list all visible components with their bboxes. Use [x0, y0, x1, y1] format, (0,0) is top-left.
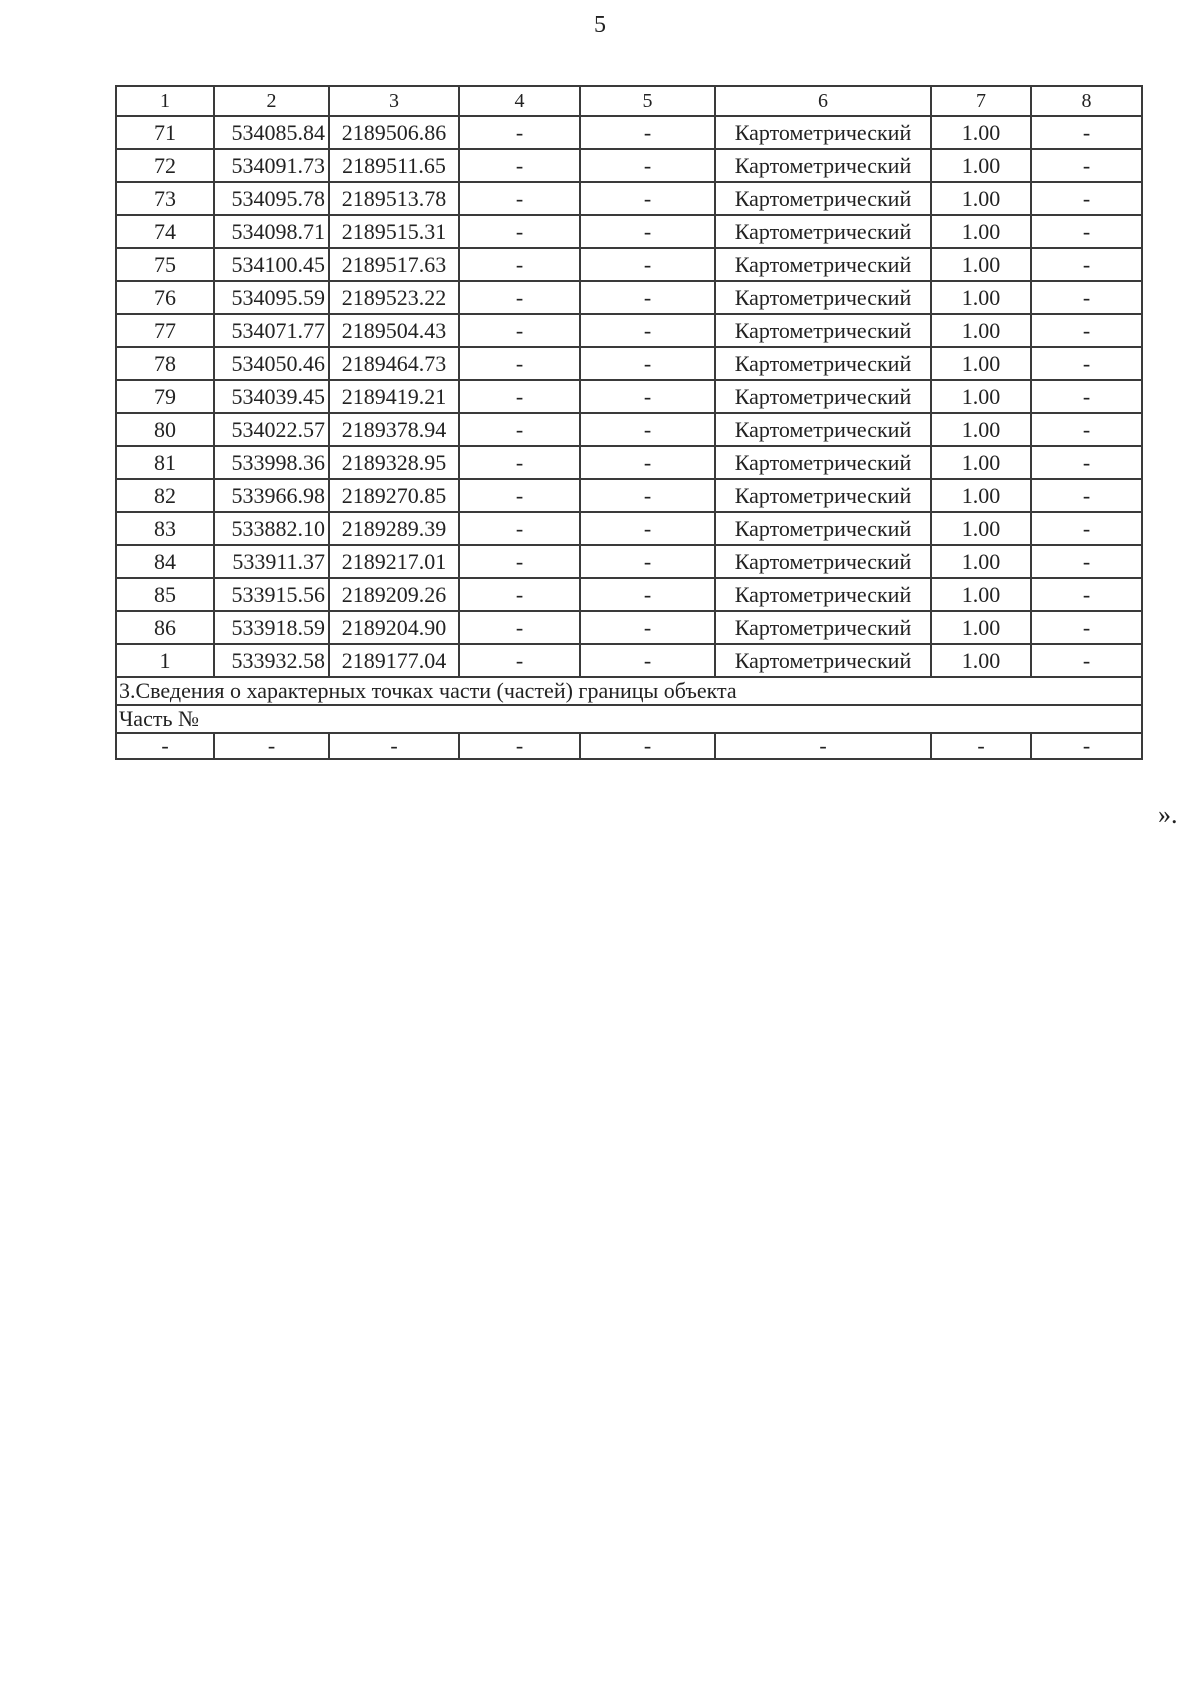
table-cell: - [459, 380, 580, 413]
table-cell: 1.00 [931, 512, 1031, 545]
table-cell: - [459, 479, 580, 512]
table-cell: 1.00 [931, 446, 1031, 479]
table-body [116, 86, 1142, 759]
table-cell: 86 [116, 611, 214, 644]
table-cell: - [580, 733, 715, 759]
table-cell: Картометрический [715, 116, 931, 149]
table-cell: 1.00 [931, 314, 1031, 347]
table-cell: - [580, 545, 715, 578]
table-cell: 1.00 [931, 248, 1031, 281]
table-cell: - [459, 314, 580, 347]
table-cell: - [459, 149, 580, 182]
table-header-row [116, 86, 1142, 116]
table-cell: - [1031, 733, 1142, 759]
table-cell: 2189209.26 [329, 578, 459, 611]
table-cell: 534022.57 [214, 413, 329, 446]
table-cell: 1.00 [931, 215, 1031, 248]
table-cell: 1.00 [931, 578, 1031, 611]
table-row [116, 611, 1142, 644]
table-cell: - [1031, 446, 1142, 479]
table-cell: Картометрический [715, 611, 931, 644]
table-cell: Картометрический [715, 545, 931, 578]
table-cell: 2189506.86 [329, 116, 459, 149]
table-cell: 1.00 [931, 116, 1031, 149]
table-row [116, 149, 1142, 182]
table-cell: 2189217.01 [329, 545, 459, 578]
table-cell: 534100.45 [214, 248, 329, 281]
table-cell: 1.00 [931, 281, 1031, 314]
table-cell: 79 [116, 380, 214, 413]
table-cell: - [459, 347, 580, 380]
table-cell: 533911.37 [214, 545, 329, 578]
table-row [116, 314, 1142, 347]
table-cell: Картометрический [715, 479, 931, 512]
table-cell: 76 [116, 281, 214, 314]
table-cell: Картометрический [715, 644, 931, 677]
table-cell: - [715, 733, 931, 759]
table-cell: - [1031, 578, 1142, 611]
table-cell: - [1031, 149, 1142, 182]
table-cell: - [459, 413, 580, 446]
table-row [116, 116, 1142, 149]
table-cell: - [1031, 413, 1142, 446]
table-cell: Картометрический [715, 281, 931, 314]
table-cell: 1.00 [931, 380, 1031, 413]
table-cell: - [459, 512, 580, 545]
table-row [116, 413, 1142, 446]
table-cell: 85 [116, 578, 214, 611]
table-cell: 2189328.95 [329, 446, 459, 479]
column-header: 6 [715, 86, 931, 116]
table-cell: 1.00 [931, 611, 1031, 644]
table-cell: 534098.71 [214, 215, 329, 248]
table-cell: - [459, 116, 580, 149]
table-cell: - [580, 149, 715, 182]
table-cell: 534039.45 [214, 380, 329, 413]
table-cell: 533915.56 [214, 578, 329, 611]
column-header: 5 [580, 86, 715, 116]
table-cell: 2189523.22 [329, 281, 459, 314]
closing-quote: ». [1158, 800, 1178, 829]
table-cell: Картометрический [715, 578, 931, 611]
table-cell: 534071.77 [214, 314, 329, 347]
table-row [116, 446, 1142, 479]
table-cell: - [1031, 314, 1142, 347]
table-row [116, 380, 1142, 413]
table-cell: Картометрический [715, 512, 931, 545]
table-cell: 83 [116, 512, 214, 545]
table-cell: 534050.46 [214, 347, 329, 380]
table-cell: 2189511.65 [329, 149, 459, 182]
part-label-row [116, 705, 1142, 733]
table-cell: 2189419.21 [329, 380, 459, 413]
table-cell: - [580, 347, 715, 380]
section-title-row [116, 677, 1142, 705]
table-row [116, 248, 1142, 281]
table-cell: 533932.58 [214, 644, 329, 677]
column-header: 2 [214, 86, 329, 116]
table-cell: Картометрический [715, 248, 931, 281]
column-header: 1 [116, 86, 214, 116]
table-cell: 1.00 [931, 149, 1031, 182]
table-cell: - [459, 215, 580, 248]
table-cell: - [1031, 380, 1142, 413]
table-cell: 2189517.63 [329, 248, 459, 281]
table-cell: Картометрический [715, 215, 931, 248]
table-cell: 74 [116, 215, 214, 248]
table-row [116, 644, 1142, 677]
table-cell: - [580, 248, 715, 281]
table-cell: 1.00 [931, 644, 1031, 677]
page-number: 5 [594, 12, 606, 38]
table-cell: - [580, 413, 715, 446]
table-cell: Картометрический [715, 149, 931, 182]
section-title: 3.Сведения о характерных точках части (частей) границы объекта [116, 677, 1142, 705]
table-row [116, 578, 1142, 611]
table-cell: 77 [116, 314, 214, 347]
table-cell: - [1031, 215, 1142, 248]
table-cell: 73 [116, 182, 214, 215]
table-row [116, 182, 1142, 215]
table-cell: - [580, 380, 715, 413]
table-cell: - [459, 733, 580, 759]
table-cell: 2189204.90 [329, 611, 459, 644]
table-row [116, 281, 1142, 314]
table-cell: 1.00 [931, 347, 1031, 380]
table-cell: 1.00 [931, 479, 1031, 512]
table-cell: - [459, 611, 580, 644]
table-cell: Картометрический [715, 182, 931, 215]
table-cell: Картометрический [715, 446, 931, 479]
table-cell: - [459, 248, 580, 281]
table-row [116, 479, 1142, 512]
table-cell: - [1031, 248, 1142, 281]
table-cell: 81 [116, 446, 214, 479]
table-cell: - [1031, 611, 1142, 644]
table-cell: - [1031, 116, 1142, 149]
table-cell: - [580, 215, 715, 248]
table-cell: Картометрический [715, 347, 931, 380]
table-cell: 84 [116, 545, 214, 578]
table-row [116, 512, 1142, 545]
table-cell: - [459, 446, 580, 479]
part-label: Часть № [116, 705, 1142, 733]
table-cell: - [580, 182, 715, 215]
table-cell: - [580, 116, 715, 149]
column-header: 3 [329, 86, 459, 116]
column-header: 7 [931, 86, 1031, 116]
table-cell: 1 [116, 644, 214, 677]
table-cell: - [580, 644, 715, 677]
table-cell: - [459, 578, 580, 611]
table-cell: 82 [116, 479, 214, 512]
table-cell: - [459, 281, 580, 314]
table-cell: 534091.73 [214, 149, 329, 182]
table-cell: 1.00 [931, 545, 1031, 578]
table-cell: Картометрический [715, 380, 931, 413]
table-cell: - [459, 644, 580, 677]
table-cell: 2189289.39 [329, 512, 459, 545]
table-cell: - [580, 512, 715, 545]
table-cell: - [116, 733, 214, 759]
table-cell: - [1031, 644, 1142, 677]
column-header: 4 [459, 86, 580, 116]
table-cell: - [580, 281, 715, 314]
table-cell: Картометрический [715, 413, 931, 446]
table-cell: - [459, 182, 580, 215]
table-cell: 78 [116, 347, 214, 380]
column-header: 8 [1031, 86, 1142, 116]
table-cell: 2189515.31 [329, 215, 459, 248]
table-cell: - [580, 578, 715, 611]
table-cell: 2189270.85 [329, 479, 459, 512]
table-cell: 533918.59 [214, 611, 329, 644]
table-cell: 534085.84 [214, 116, 329, 149]
table-cell: 533998.36 [214, 446, 329, 479]
table-cell: - [580, 446, 715, 479]
table-cell: 72 [116, 149, 214, 182]
table-cell: - [931, 733, 1031, 759]
table-cell: - [580, 611, 715, 644]
table-cell: 2189464.73 [329, 347, 459, 380]
table-cell: 80 [116, 413, 214, 446]
table-row [116, 347, 1142, 380]
table-row [116, 545, 1142, 578]
table-cell: 533882.10 [214, 512, 329, 545]
table-cell: 2189378.94 [329, 413, 459, 446]
table-row [116, 215, 1142, 248]
table-cell: Картометрический [715, 314, 931, 347]
table-cell: - [580, 479, 715, 512]
table-cell: 1.00 [931, 182, 1031, 215]
table-cell: - [459, 545, 580, 578]
table-cell: - [329, 733, 459, 759]
table-cell: 533966.98 [214, 479, 329, 512]
table-cell: - [1031, 512, 1142, 545]
table-cell: 534095.59 [214, 281, 329, 314]
table-cell: - [1031, 479, 1142, 512]
empty-part-row [116, 733, 1142, 759]
table-cell: 2189504.43 [329, 314, 459, 347]
coordinates-table [115, 85, 1143, 760]
table-cell: - [1031, 281, 1142, 314]
table-cell: 534095.78 [214, 182, 329, 215]
table-cell: - [1031, 545, 1142, 578]
table-cell: - [1031, 182, 1142, 215]
table-cell: 75 [116, 248, 214, 281]
table-cell: - [580, 314, 715, 347]
table-cell: 2189177.04 [329, 644, 459, 677]
table-cell: - [1031, 347, 1142, 380]
table-cell: 71 [116, 116, 214, 149]
table-cell: 2189513.78 [329, 182, 459, 215]
table-cell: 1.00 [931, 413, 1031, 446]
table-cell: - [214, 733, 329, 759]
